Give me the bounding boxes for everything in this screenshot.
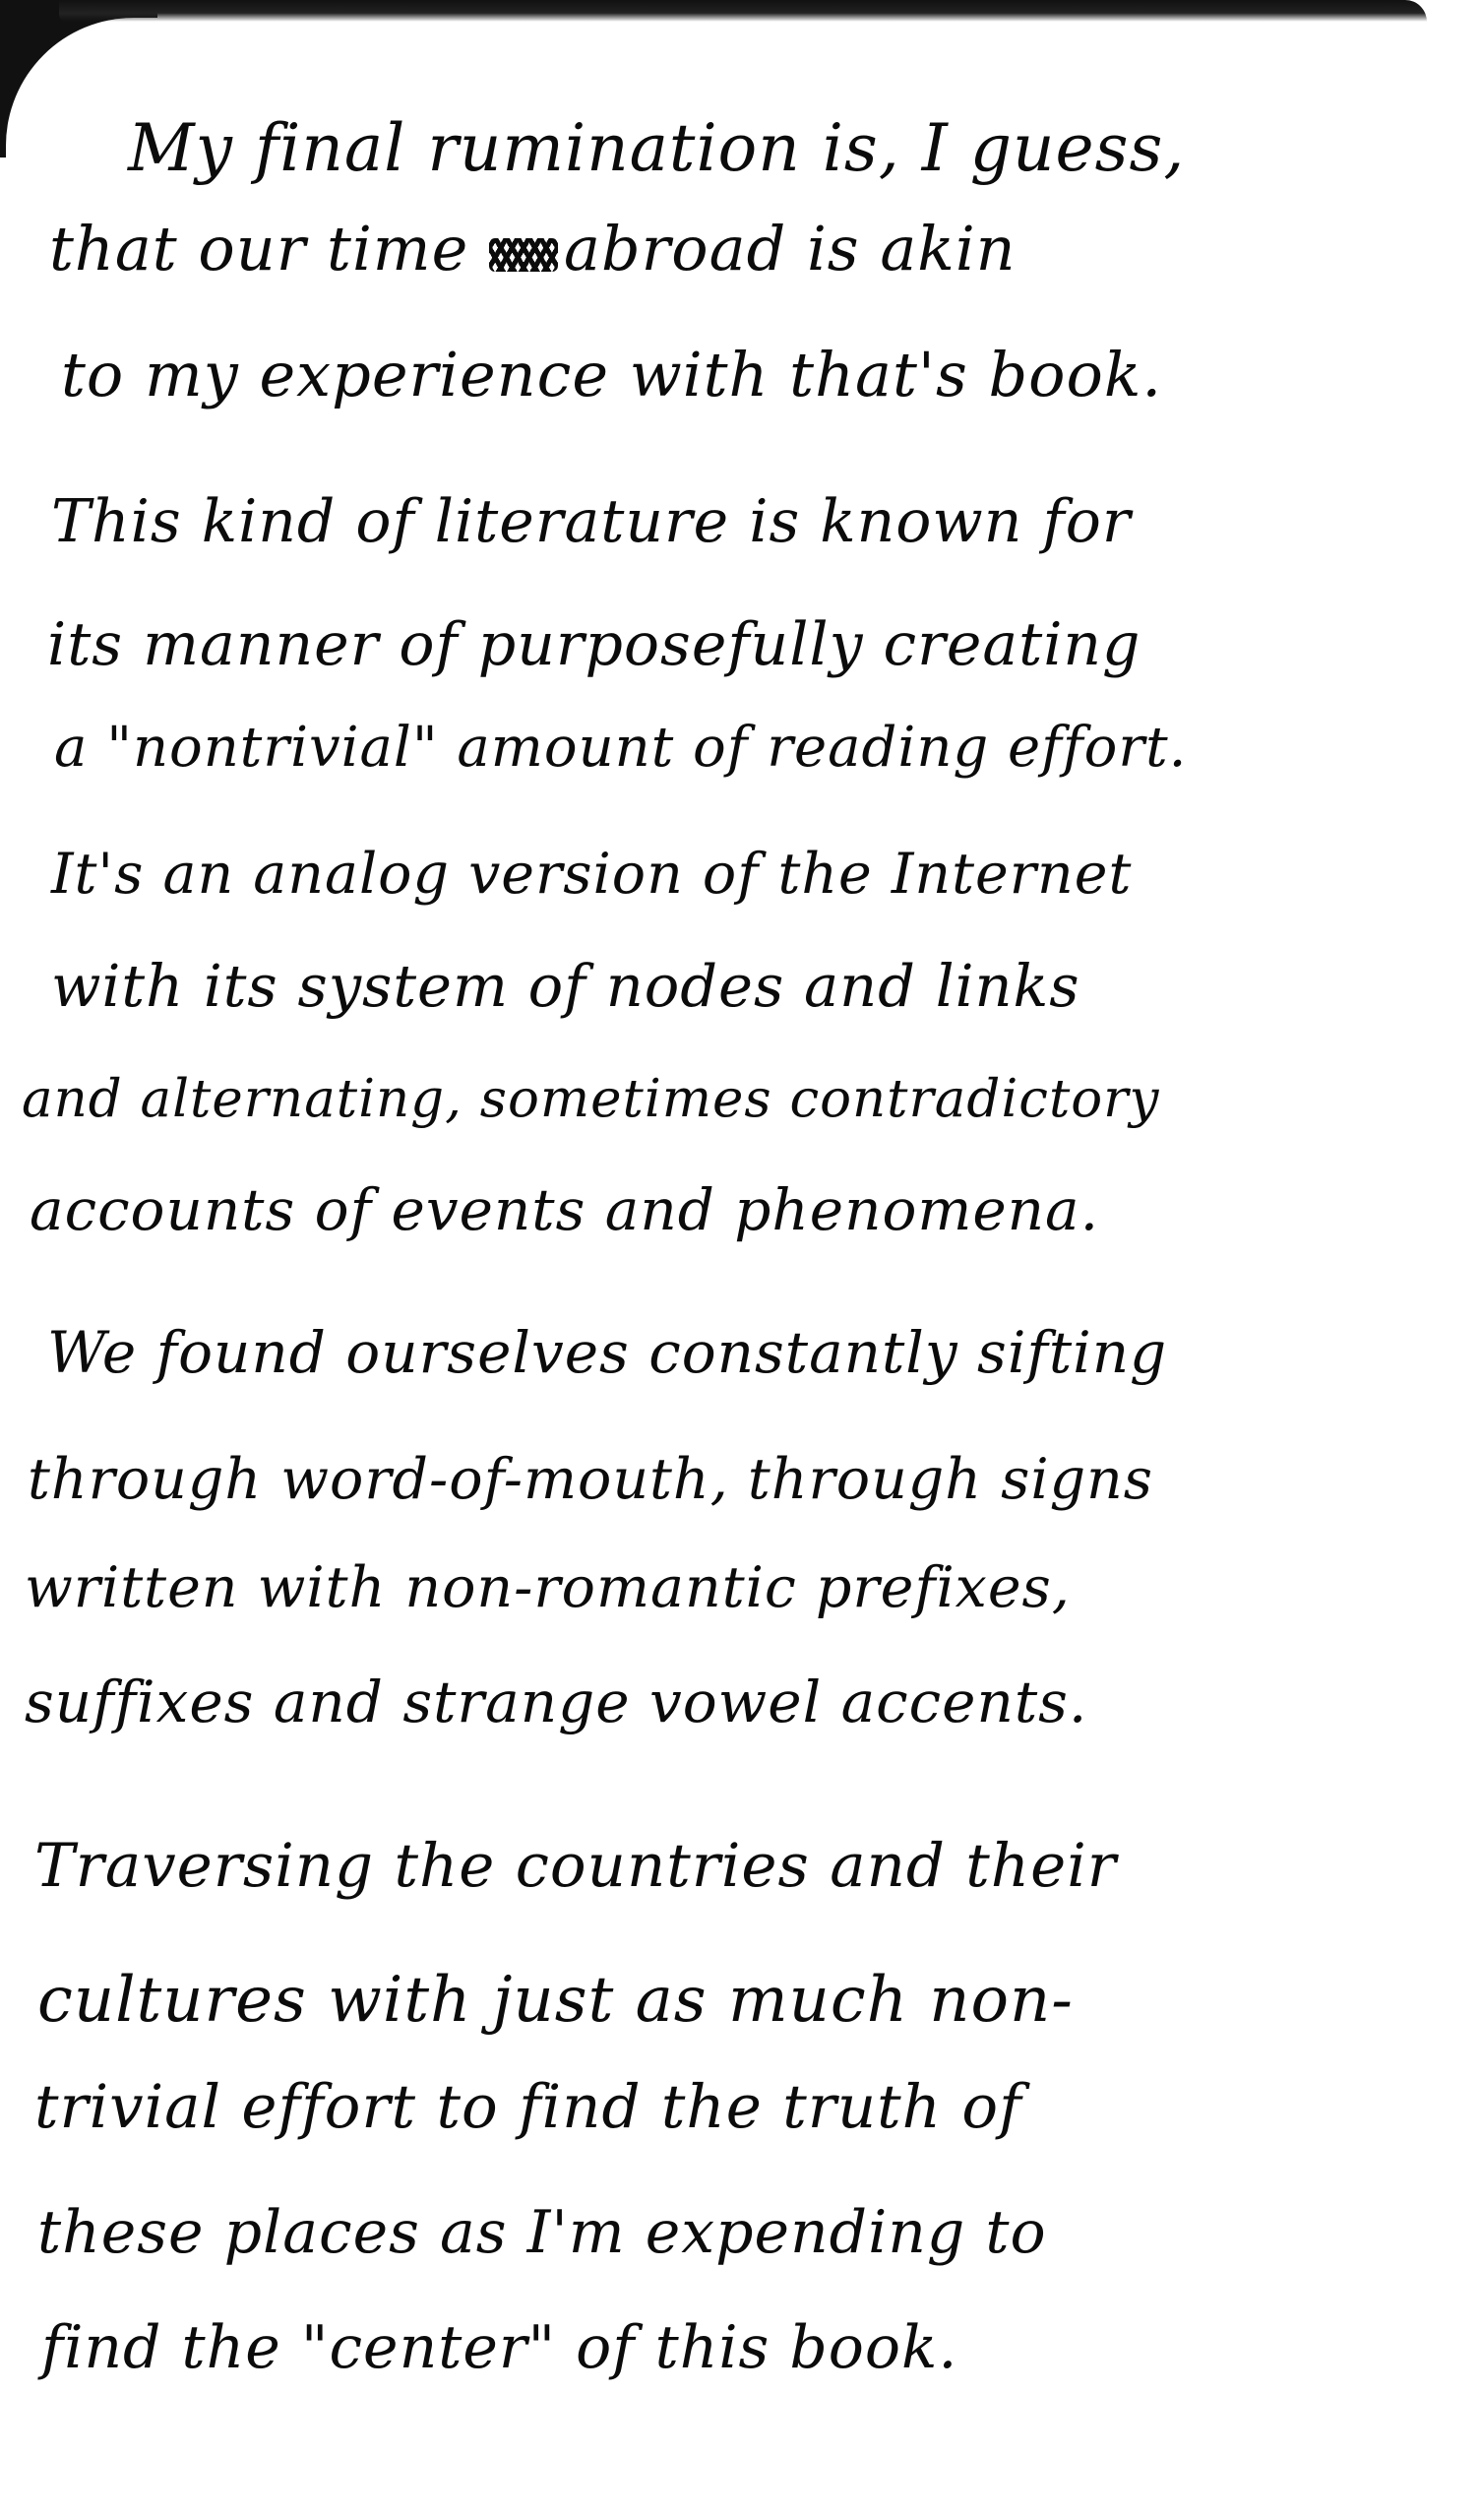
note-line-9: and alternating, sometimes contradictory <box>22 1069 1160 1129</box>
note-line-15: Traversing the countries and their <box>34 1831 1117 1901</box>
note-line-12: through word-of-mouth, through signs <box>28 1447 1154 1512</box>
note-line-18: these places as I'm expending to <box>37 2198 1047 2267</box>
note-line-1: My final rumination is, I guess, <box>128 110 1186 186</box>
note-line-7: It's an analog version of the Internet <box>51 842 1133 907</box>
note-line-3: to my experience with that's book. <box>61 339 1163 410</box>
note-line-16: cultures with just as much non- <box>37 1964 1074 2037</box>
note-line-17: trivial effort to find the truth of <box>34 2072 1022 2142</box>
note-line-19: find the "center" of this book. <box>41 2313 958 2382</box>
note-line-10: accounts of events and phenomena. <box>30 1176 1100 1243</box>
note-line-6: a "nontrivial" amount of reading effort. <box>54 716 1188 780</box>
note-line-8: with its system of nodes and links <box>51 952 1080 1020</box>
note-line-11: We found ourselves constantly sifting <box>47 1319 1168 1386</box>
note-line-5: its manner of purposefully creating <box>47 610 1141 679</box>
note-line-2-part-1: that our time abroad is akin <box>49 213 1017 284</box>
crossed-out-word <box>489 232 558 276</box>
note-line-2 <box>49 213 1017 284</box>
note-line-4: This kind of literature is known for <box>51 487 1132 556</box>
note-line-14: suffixes and strange vowel accents. <box>25 1669 1088 1735</box>
note-line-13: written with non-romantic prefixes, <box>25 1555 1071 1620</box>
